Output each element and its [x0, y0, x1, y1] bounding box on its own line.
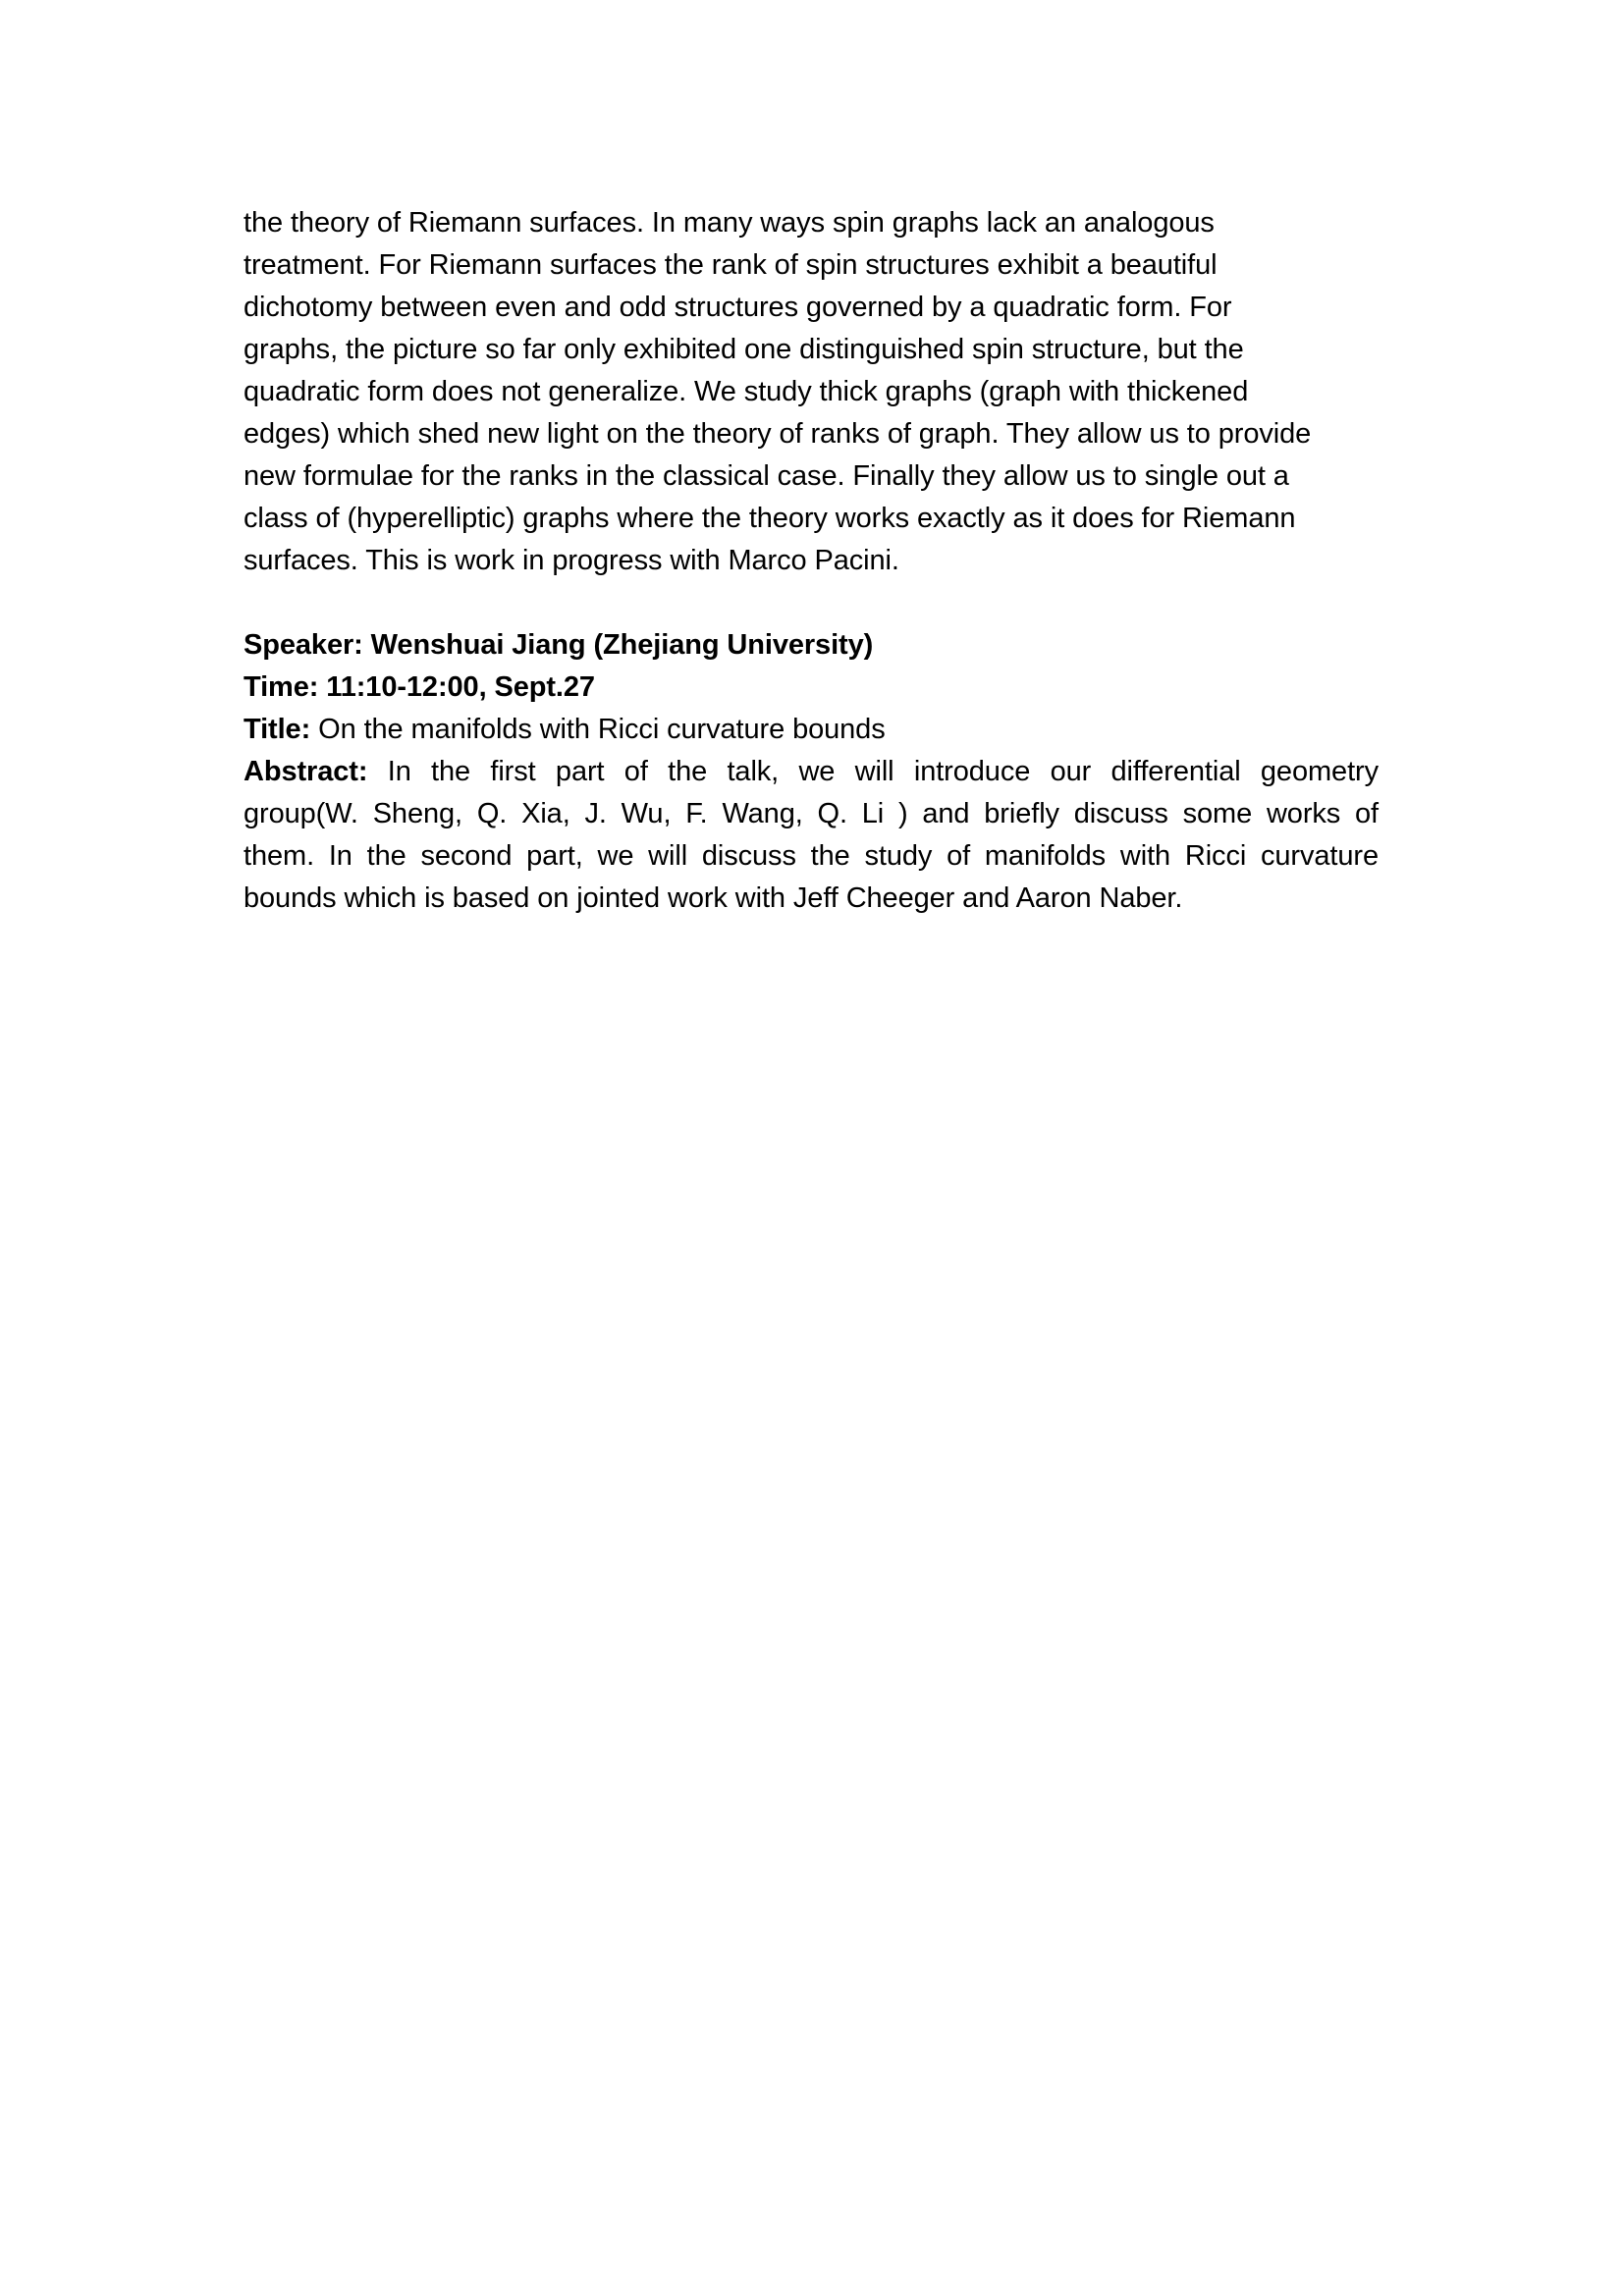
- abstract-text: them. In the second part, we will discuss the study of manifolds with Ricci curvature: [244, 840, 1379, 872]
- paragraph-line: surfaces. This is work in progress with Marco Pacini.: [244, 545, 899, 576]
- title-line: [244, 709, 1379, 751]
- paragraph-line: quadratic form does not generalize. We study thick graphs (graph with thickened: [244, 376, 1249, 407]
- abstract-paragraph-continuation: [244, 202, 1379, 582]
- talk-info-block: [244, 624, 1379, 920]
- paragraph-line: treatment. For Riemann surfaces the rank of spin structures exhibit a beautiful: [244, 249, 1218, 281]
- paragraph-line: dichotomy between even and odd structures governed by a quadratic form. For: [244, 292, 1232, 323]
- abstract-line: [244, 793, 1379, 835]
- paragraph-line: edges) which shed new light on the theory of ranks of graph. They allow us to provide: [244, 418, 1312, 450]
- paragraph-line: class of (hyperelliptic) graphs where the theory works exactly as it does for Riemann: [244, 503, 1296, 534]
- abstract-text: bounds which is based on jointed work with Jeff Cheeger and Aaron Naber.: [244, 882, 1183, 914]
- abstract-text: group(W. Sheng, Q. Xia, J. Wu, F. Wang, Q. Li ) and briefly discuss some works of: [244, 798, 1379, 829]
- paragraph-line: graphs, the picture so far only exhibited one distinguished spin structure, but the: [244, 334, 1244, 365]
- speaker-line: Speaker: Wenshuai Jiang (Zhejiang University): [244, 629, 874, 661]
- abstract-line: [244, 878, 1379, 920]
- abstract-line: [244, 835, 1379, 878]
- text-content: [244, 202, 1379, 920]
- paragraph-line: new formulae for the ranks in the classical case. Finally they allow us to single out a: [244, 460, 1289, 492]
- title-label: Title:: [244, 714, 311, 745]
- abstract-line: [244, 751, 1379, 793]
- paragraph-line: the theory of Riemann surfaces. In many ways spin graphs lack an analogous: [244, 207, 1215, 239]
- title-text: On the manifolds with Ricci curvature bounds: [318, 714, 886, 745]
- abstract-text: In the first part of the talk, we will introduce our differential geometry: [387, 756, 1379, 787]
- blank-line: [244, 582, 1379, 624]
- abstract-label: Abstract:: [244, 756, 368, 787]
- time-line: Time: 11:10-12:00, Sept.27: [244, 671, 595, 703]
